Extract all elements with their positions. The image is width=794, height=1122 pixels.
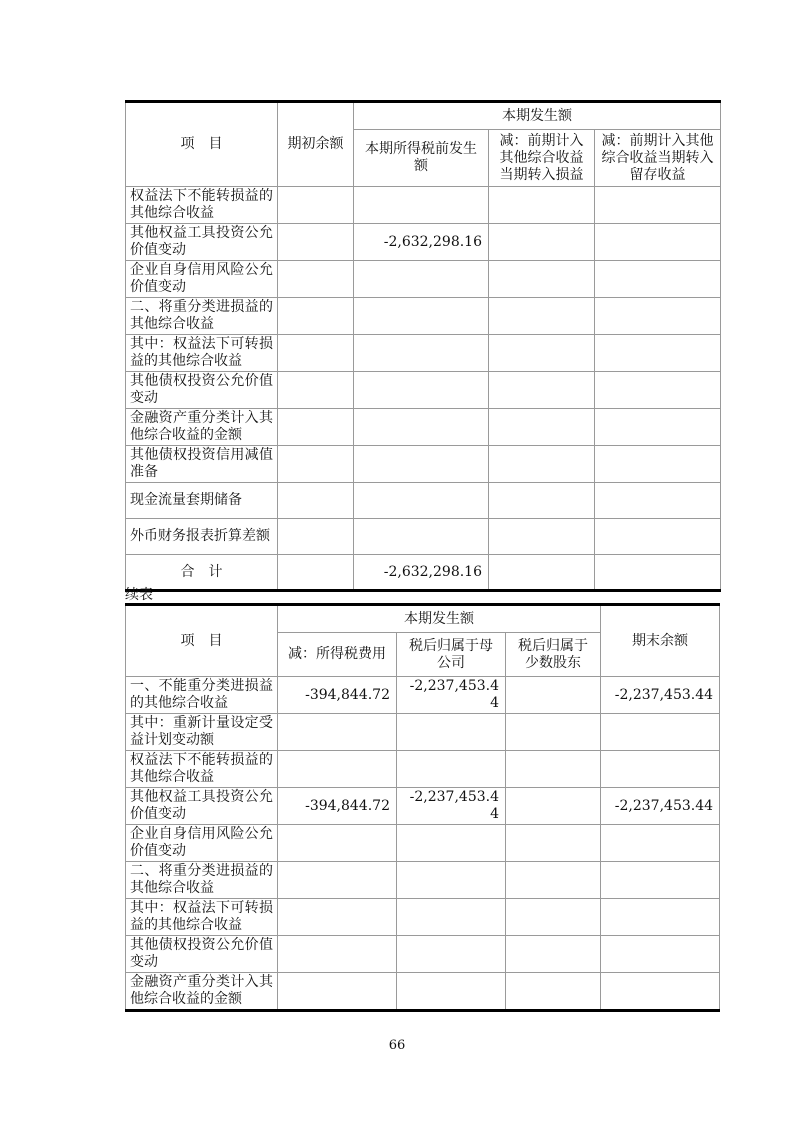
cell-value [397, 714, 506, 751]
row-label: 其中：重新计量设定受益计划变动额 [126, 714, 278, 751]
cell-value [278, 751, 397, 788]
cell-value [489, 555, 595, 591]
cell-value [278, 936, 397, 973]
table-row [126, 261, 721, 298]
cell-value [595, 555, 721, 591]
cell-value [595, 409, 721, 446]
cell-value [601, 825, 720, 862]
cell-value [595, 483, 721, 519]
table-row [126, 825, 720, 862]
table-header-row [126, 102, 721, 130]
cell-value: -394,844.72 [278, 677, 397, 714]
cell-value [397, 899, 506, 936]
column-header-less-transfer-pl: 减：前期计入其他综合收益当期转入损益 [489, 130, 595, 187]
column-header-item: 项 目 [126, 605, 278, 677]
cell-value [278, 825, 397, 862]
cell-value [595, 519, 721, 555]
table-row [126, 519, 721, 555]
cell-value: -2,237,453.44 [397, 788, 506, 825]
table-row [126, 677, 720, 714]
cell-value [506, 936, 601, 973]
row-label: 二、将重分类进损益的其他综合收益 [126, 298, 278, 335]
cell-value [278, 973, 397, 1011]
row-label: 金融资产重分类计入其他综合收益的金额 [126, 409, 278, 446]
cell-value [595, 446, 721, 483]
column-header-group-current-period: 本期发生额 [354, 102, 721, 130]
table-row [126, 446, 721, 483]
cell-value [506, 677, 601, 714]
table-row [126, 409, 721, 446]
cell-value [278, 372, 354, 409]
row-label: 权益法下不能转损益的其他综合收益 [126, 187, 278, 224]
table-row [126, 372, 721, 409]
cell-value [506, 714, 601, 751]
cell-value [354, 298, 489, 335]
table-row [126, 298, 721, 335]
cell-value: -2,237,453.44 [397, 677, 506, 714]
column-header-ending-balance: 期末余额 [601, 605, 720, 677]
cell-value [595, 187, 721, 224]
cell-value [278, 899, 397, 936]
cell-value: -2,632,298.16 [354, 224, 489, 261]
cell-value [601, 714, 720, 751]
table-row [126, 862, 720, 899]
cell-value [506, 825, 601, 862]
cell-value [489, 409, 595, 446]
table-total-row [126, 555, 721, 591]
row-label: 其他债权投资公允价值变动 [126, 372, 278, 409]
cell-value: -2,237,453.44 [601, 788, 720, 825]
column-header-item: 项 目 [126, 102, 278, 187]
row-label: 其他权益工具投资公允价值变动 [126, 788, 278, 825]
cell-value [278, 224, 354, 261]
cell-value [489, 446, 595, 483]
cell-value [595, 224, 721, 261]
cell-value [397, 751, 506, 788]
cell-value [595, 372, 721, 409]
table-header-row [126, 605, 720, 633]
cell-value [601, 936, 720, 973]
row-label: 其他债权投资公允价值变动 [126, 936, 278, 973]
cell-value [397, 973, 506, 1011]
column-header-after-tax-minority: 税后归属于少数股东 [506, 633, 601, 677]
row-label: 二、将重分类进损益的其他综合收益 [126, 862, 278, 899]
statement-table-continued [125, 603, 720, 1012]
cell-value [278, 335, 354, 372]
cell-value: -2,632,298.16 [354, 555, 489, 591]
cell-value [489, 483, 595, 519]
table-row [126, 973, 720, 1011]
cell-value [278, 187, 354, 224]
row-label: 现金流量套期储备 [126, 483, 278, 519]
cell-value [506, 751, 601, 788]
cell-value [278, 714, 397, 751]
cell-value: -394,844.72 [278, 788, 397, 825]
cell-value [595, 261, 721, 298]
column-header-group-current-period: 本期发生额 [278, 605, 601, 633]
cell-value [601, 973, 720, 1011]
column-header-pretax-amount: 本期所得税前发生额 [354, 130, 489, 187]
cell-value [489, 298, 595, 335]
cell-value [278, 409, 354, 446]
cell-value [601, 751, 720, 788]
cell-value [595, 335, 721, 372]
cell-value [278, 261, 354, 298]
cell-value [601, 899, 720, 936]
statement-table-current-period [125, 100, 721, 592]
column-header-less-transfer-retained: 减：前期计入其他综合收益当期转入留存收益 [595, 130, 721, 187]
row-label: 企业自身信用风险公允价值变动 [126, 261, 278, 298]
cell-value [397, 862, 506, 899]
table-row [126, 483, 721, 519]
cell-value [354, 483, 489, 519]
cell-value [595, 298, 721, 335]
cell-value [354, 409, 489, 446]
page-number: 66 [388, 1038, 406, 1053]
cell-value [506, 862, 601, 899]
cell-value [397, 825, 506, 862]
cell-value [354, 519, 489, 555]
table-row [126, 788, 720, 825]
column-header-beginning-balance: 期初余额 [278, 102, 354, 187]
cell-value [506, 973, 601, 1011]
total-row-label: 合 计 [126, 555, 278, 591]
row-label: 其中：权益法下可转损益的其他综合收益 [126, 899, 278, 936]
cell-value [489, 335, 595, 372]
cell-value [489, 187, 595, 224]
row-label: 其中：权益法下可转损益的其他综合收益 [126, 335, 278, 372]
row-label: 权益法下不能转损益的其他综合收益 [126, 751, 278, 788]
cell-value [278, 519, 354, 555]
cell-value [354, 372, 489, 409]
cell-value [278, 298, 354, 335]
cell-value [506, 788, 601, 825]
cell-value [354, 187, 489, 224]
table-row [126, 335, 721, 372]
cell-value [489, 261, 595, 298]
cell-value [489, 372, 595, 409]
table-row [126, 899, 720, 936]
row-label: 金融资产重分类计入其他综合收益的金额 [126, 973, 278, 1011]
cell-value [354, 446, 489, 483]
cell-value: -2,237,453.44 [601, 677, 720, 714]
row-label: 一、不能重分类进损益的其他综合收益 [126, 677, 278, 714]
row-label: 其他债权投资信用减值准备 [126, 446, 278, 483]
cell-value [278, 555, 354, 591]
cell-value [354, 261, 489, 298]
table-row [126, 751, 720, 788]
column-header-less-income-tax: 减：所得税费用 [278, 633, 397, 677]
row-label: 外币财务报表折算差额 [126, 519, 278, 555]
cell-value [354, 335, 489, 372]
cell-value [278, 862, 397, 899]
continuation-label: 续表 [125, 587, 153, 603]
cell-value [278, 446, 354, 483]
row-label: 其他权益工具投资公允价值变动 [126, 224, 278, 261]
cell-value [601, 862, 720, 899]
row-label: 企业自身信用风险公允价值变动 [126, 825, 278, 862]
cell-value [278, 483, 354, 519]
table-row [126, 224, 721, 261]
cell-value [397, 936, 506, 973]
table-row [126, 187, 721, 224]
column-header-after-tax-parent: 税后归属于母公司 [397, 633, 506, 677]
cell-value [506, 899, 601, 936]
table-row [126, 714, 720, 751]
cell-value [489, 519, 595, 555]
table-row [126, 936, 720, 973]
cell-value [489, 224, 595, 261]
